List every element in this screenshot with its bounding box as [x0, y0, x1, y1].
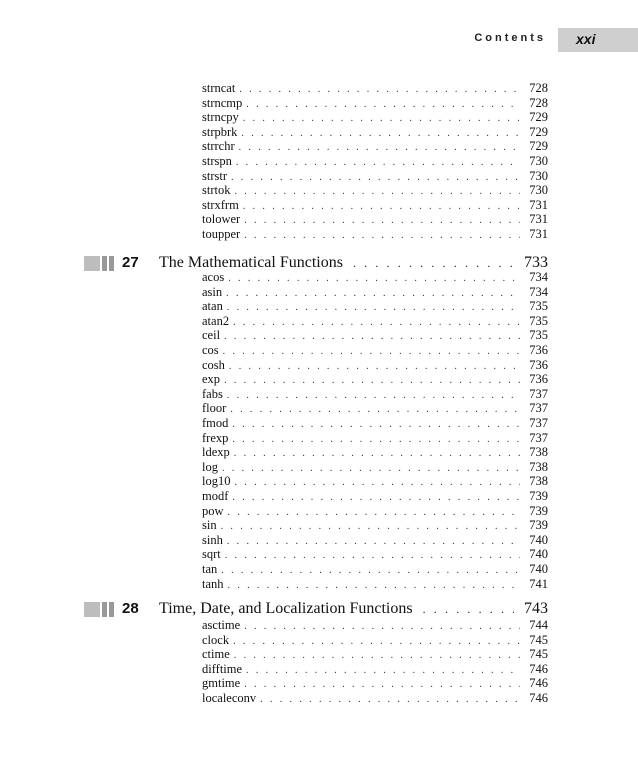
leader-dots: [423, 598, 514, 620]
toc-entry[interactable]: [202, 154, 548, 169]
entry-page: 746: [529, 676, 548, 691]
entry-name: ctime: [202, 647, 230, 662]
entry-page: 736: [529, 357, 548, 372]
chapter-page: 743: [524, 600, 548, 617]
entry-name: pow: [202, 503, 224, 518]
leader-dots: [228, 579, 520, 594]
running-header: [0, 28, 638, 52]
entry-page: 744: [529, 618, 548, 632]
entry-name: gmtime: [202, 676, 241, 691]
entry-page: 737: [529, 401, 548, 416]
toc-entry[interactable]: [202, 96, 548, 111]
entry-name: strrchr: [202, 139, 235, 154]
entry-name: tan: [202, 562, 218, 576]
entry-name: modf: [202, 489, 229, 503]
toc-entry[interactable]: [202, 270, 548, 285]
toc-entry[interactable]: [202, 328, 548, 343]
chapter-marker: [84, 256, 118, 271]
toc-entry[interactable]: [202, 183, 548, 198]
entry-name: ldexp: [202, 445, 230, 460]
toc-entry[interactable]: [202, 647, 548, 662]
entry-name: strspn: [202, 154, 232, 168]
entry-name: sqrt: [202, 547, 221, 562]
toc-entry[interactable]: [202, 358, 548, 373]
entry-name: acos: [202, 270, 225, 284]
toc-entry[interactable]: [202, 547, 548, 562]
toc-entry[interactable]: [202, 198, 548, 213]
entry-page: 739: [529, 518, 548, 533]
entry-page: 734: [529, 284, 548, 299]
entry-name: strtok: [202, 183, 231, 198]
entry-name: strxfrm: [202, 197, 239, 212]
toc-entry[interactable]: [202, 227, 548, 242]
entry-name: strncat: [202, 81, 236, 95]
toc-entry[interactable]: [202, 212, 548, 227]
entry-name: atan: [202, 299, 223, 314]
entry-name: cosh: [202, 357, 225, 372]
entry-page: 729: [529, 124, 548, 139]
entry-name: sin: [202, 518, 217, 533]
entry-name: frexp: [202, 430, 229, 445]
entry-page: 740: [529, 562, 548, 576]
entry-name: tanh: [202, 576, 224, 591]
toc-entry[interactable]: [202, 474, 548, 489]
entry-name: toupper: [202, 227, 241, 241]
toc-entry[interactable]: [202, 125, 548, 140]
toc-entry[interactable]: [202, 460, 548, 475]
entry-name: exp: [202, 372, 221, 387]
entry-name: asctime: [202, 618, 241, 632]
toc-entry[interactable]: [202, 445, 548, 460]
entry-page: 740: [529, 532, 548, 547]
entry-name: ceil: [202, 328, 221, 343]
entry-name: fmod: [202, 416, 229, 430]
toc-entry[interactable]: [202, 110, 548, 125]
entry-page: 745: [529, 632, 548, 647]
entry-page: 737: [529, 416, 548, 430]
toc-entry[interactable]: [202, 387, 548, 402]
entry-page: 735: [529, 313, 548, 328]
chapter-title: Time, Date, and Localization Functions: [159, 600, 413, 617]
entry-name: strpbrk: [202, 124, 238, 139]
toc-entry[interactable]: [202, 169, 548, 184]
entry-page: 735: [529, 328, 548, 343]
entry-name: clock: [202, 632, 230, 647]
toc-entry[interactable]: [202, 372, 548, 387]
entry-page: 737: [529, 386, 548, 401]
entry-page: 738: [529, 474, 548, 489]
entry-page: 729: [529, 110, 548, 125]
chapter-title: The Mathematical Functions: [159, 254, 343, 271]
toc-entry[interactable]: [202, 577, 548, 592]
page-number-tab: [558, 28, 638, 52]
chapter-number: 28: [122, 600, 139, 617]
entry-page: 740: [529, 547, 548, 562]
toc-entry[interactable]: [202, 431, 548, 446]
entry-page: 738: [529, 445, 548, 460]
chapter-heading-27[interactable]: [84, 252, 548, 272]
entry-page: 739: [529, 489, 548, 503]
entry-name: localeconv: [202, 691, 257, 705]
entry-name: strncpy: [202, 110, 239, 125]
entry-name: log10: [202, 474, 231, 489]
entry-page: 730: [529, 183, 548, 198]
toc-entry[interactable]: [202, 81, 548, 96]
toc-entry[interactable]: [202, 676, 548, 691]
page-number: xxi: [576, 31, 596, 47]
leader-dots: [260, 693, 520, 708]
toc-entry[interactable]: [202, 314, 548, 329]
entry-page: 745: [529, 647, 548, 662]
entry-page: 728: [529, 95, 548, 110]
entry-name: tolower: [202, 212, 241, 227]
toc-entry[interactable]: [202, 633, 548, 648]
toc-entry[interactable]: [202, 416, 548, 431]
entry-name: fabs: [202, 386, 223, 401]
entry-page: 738: [529, 459, 548, 474]
entry-name: cos: [202, 343, 219, 357]
toc-entry[interactable]: [202, 533, 548, 548]
toc-entry[interactable]: [202, 401, 548, 416]
entry-page: 730: [529, 154, 548, 168]
entry-page: 736: [529, 343, 548, 357]
entry-page: 731: [529, 212, 548, 227]
toc-entry[interactable]: [202, 518, 548, 533]
toc-entry[interactable]: [202, 562, 548, 577]
section-label: Contents: [474, 32, 546, 44]
entry-page: 735: [529, 299, 548, 314]
entry-page: 746: [529, 691, 548, 705]
toc-entry[interactable]: [202, 662, 548, 677]
toc-entry[interactable]: [202, 691, 548, 706]
toc-entry[interactable]: [202, 299, 548, 314]
toc-entry[interactable]: [202, 343, 548, 358]
entry-name: asin: [202, 284, 223, 299]
entry-page: 737: [529, 430, 548, 445]
entry-page: 739: [529, 503, 548, 518]
leader-dots: [244, 229, 520, 244]
toc-entry[interactable]: [202, 489, 548, 504]
entry-page: 734: [529, 270, 548, 284]
toc-entry[interactable]: [202, 285, 548, 300]
entry-name: atan2: [202, 313, 230, 328]
entry-name: strstr: [202, 168, 227, 183]
chapter-number: 27: [122, 254, 139, 271]
entry-page: 730: [529, 168, 548, 183]
entry-name: strncmp: [202, 95, 243, 110]
toc-entry[interactable]: [202, 504, 548, 519]
entry-page: 729: [529, 139, 548, 154]
entry-page: 728: [529, 81, 548, 95]
entry-name: difftime: [202, 661, 243, 676]
entry-page: 746: [529, 661, 548, 676]
chapter-marker: [84, 602, 118, 617]
toc-entry[interactable]: [202, 139, 548, 154]
entry-page: 731: [529, 197, 548, 212]
chapter-page: 733: [524, 254, 548, 271]
entry-name: log: [202, 459, 218, 474]
toc-entry[interactable]: [202, 618, 548, 633]
entry-name: floor: [202, 401, 227, 416]
chapter-heading-28[interactable]: [84, 598, 548, 618]
entry-name: sinh: [202, 532, 223, 547]
entry-page: 731: [529, 227, 548, 241]
entry-page: 741: [529, 576, 548, 591]
entry-page: 736: [529, 372, 548, 387]
